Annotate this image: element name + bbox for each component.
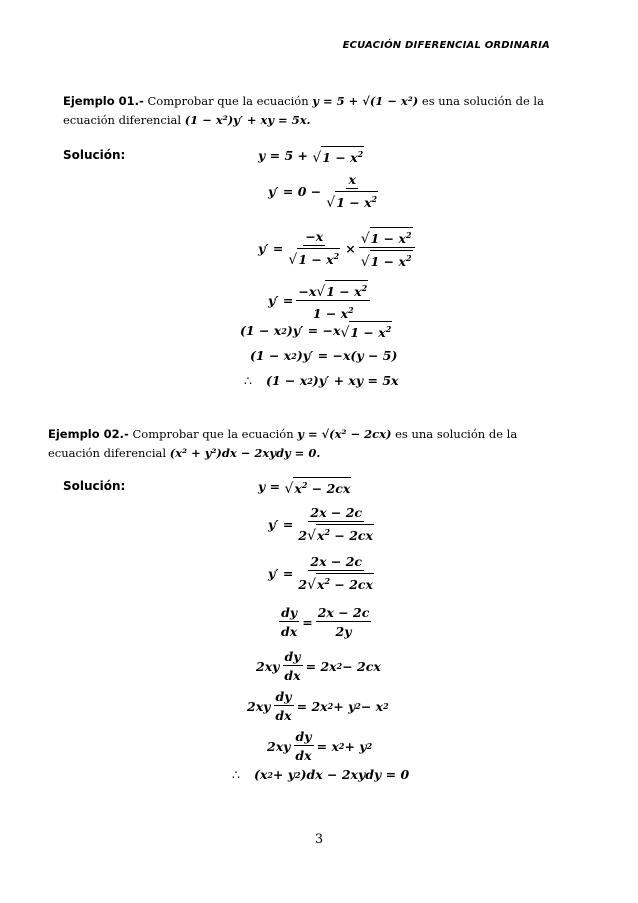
ex1-step-5: (1 − x 2 )y′ = −x √ $1 - x^2$ <box>240 323 392 341</box>
example1-equation: y = 5 + √(1 − x²) <box>312 94 419 108</box>
example2-text-b: es una solución de la ecuación diferencial <box>48 427 518 460</box>
example1-text-b: es una solución de la ecuación diferencial <box>63 94 544 127</box>
example2-statement <box>48 425 553 463</box>
example2-solution-label: Solución: <box>63 479 126 493</box>
example1-title: Ejemplo 01.- <box>63 94 144 108</box>
ex2-step-2: y′ = 2x − 2c 2 √ $x^2 - 2cx$ <box>268 505 373 544</box>
ex2-step-1: y = √ $x^2 - 2cx$ <box>258 479 351 497</box>
example1-solution-label: Solución: <box>63 148 126 162</box>
example1-statement <box>63 92 553 130</box>
example2-title: Ejemplo 02.- <box>48 427 129 441</box>
ex1-step-4: y′ = −x √ $1 - x^2$ $1 - x^2$ <box>268 280 373 321</box>
ex2-step-5: 2xy $\frac{dy}{dx}$ = 2x 2 − 2cx <box>256 649 381 683</box>
ex1-step-7: ∴ (1 − x 2 )y′ + xy = 5x <box>244 373 399 388</box>
running-header: ECUACIÓN DIFERENCIAL ORDINARIA <box>342 40 550 51</box>
example2-text-a: Comprobar que la ecuación <box>132 427 294 441</box>
example2-equation: y = √(x² − 2cx) <box>297 427 392 441</box>
example2-diff-eq: (x² + y²)dx − 2xydy = 0. <box>169 446 321 460</box>
ex2-step-4: $\frac{dy}{dx}$ = $\frac{2x - 2c}{2y}$ <box>281 605 370 639</box>
ex1-step-1: y = 5 + √ $1 - x^2$ <box>258 148 364 166</box>
example1-text-a: Comprobar que la ecuación <box>147 94 309 108</box>
ex1-step-6: (1 − x 2 )y′ = −x(y − 5) <box>250 348 398 363</box>
ex2-step-6: 2xy $\frac{dy}{dx}$ = 2x 2 + y 2 − x 2 <box>247 689 389 723</box>
ex1-step-3: y′ = −x √ $1 - x^2$ × √ $1 - x^2$ √ $1 - x^2$ <box>258 227 418 269</box>
ex2-step-8: ∴ (x 2 + y 2 )dx − 2xydy = 0 <box>232 767 410 782</box>
example1-diff-eq: (1 − x²)y′ + xy = 5x. <box>184 113 311 127</box>
page-number: 3 <box>314 832 324 847</box>
ex1-step-2: y′ = 0 − x √ $1 - x^2$ <box>268 172 378 211</box>
ex2-step-7: 2xy $\frac{dy}{dx}$ = x 2 + y 2 <box>267 729 373 763</box>
ex2-step-3: y′ = 2x − 2c 2 √ $x^2 - 2cx$ <box>268 554 373 593</box>
